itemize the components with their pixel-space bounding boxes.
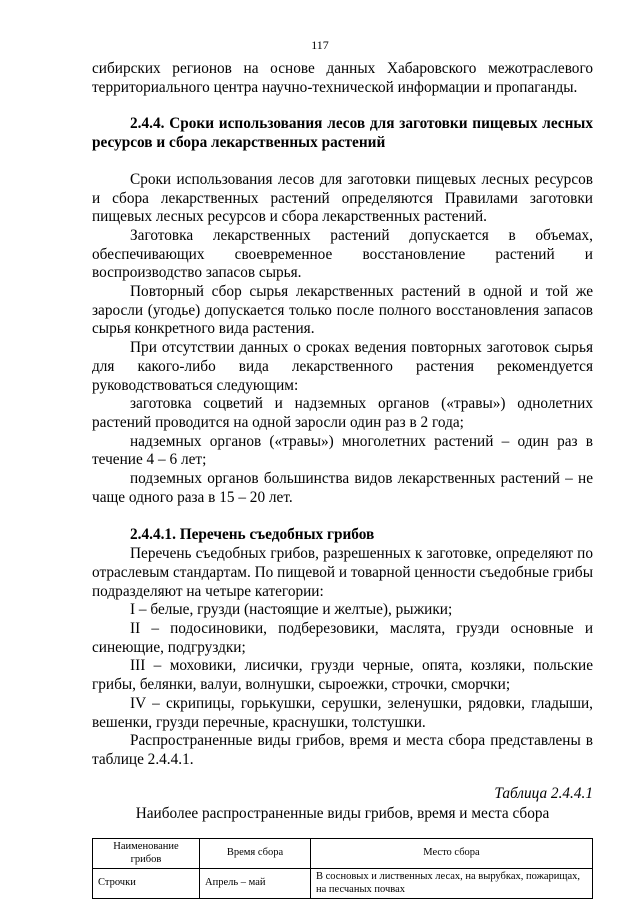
- table-header-cell: Наименование грибов: [93, 839, 200, 869]
- paragraph: подземных органов большинства видов лекарственных растений – не чаще одного раза в 15 – 20 лет.: [92, 470, 593, 506]
- paragraph: Перечень съедобных грибов, разрешенных к заготовке, определяют по отраслевым стандартам. По пищевой и товарной ценности съедобные грибы подразделяют на четыре категории:: [92, 545, 593, 600]
- section-heading-2-4-4: 2.4.4. Сроки использования лесов для заготовки пищевых лесных ресурсов и сбора лекарственных растений: [92, 115, 593, 152]
- paragraph: заготовка соцветий и надземных органов («травы») однолетних растений проводится на одной заросли один раз в 2 года;: [92, 395, 593, 431]
- table-row: [93, 869, 593, 899]
- page-number: 117: [311, 38, 329, 52]
- page-content: [92, 60, 593, 899]
- table-cell: Строчки: [93, 869, 200, 899]
- paragraph: При отсутствии данных о сроках ведения повторных заготовок сырья для какого-либо вида лекарственного растения рекомендуется руководствоваться следующим:: [92, 339, 593, 394]
- table-header-cell: Время сбора: [200, 839, 311, 869]
- section-heading-2-4-4-1: 2.4.4.1. Перечень съедобных грибов: [130, 526, 375, 544]
- paragraph: Заготовка лекарственных растений допускается в объемах, обеспечивающих своевременное восстановление растений и воспроизводство запасов сырья.: [92, 226, 593, 282]
- category-item: I – белые, грузди (настоящие и желтые), рыжики;: [130, 601, 453, 619]
- category-item: III – моховики, лисички, грузди черные, опята, козляки, польские грибы, белянки, валуи, волнушки, сыроежки, строчки, сморчки;: [92, 657, 593, 694]
- table-title: Наиболее распространенные виды грибов, время и места сбора: [135, 805, 550, 823]
- table-cell: Апрель – май: [200, 869, 311, 899]
- table-caption: Таблица 2.4.4.1: [494, 784, 593, 802]
- table-header-row: [93, 839, 593, 869]
- category-item: IV – скрипицы, горькушки, серушки, зеленушки, рядовки, гладыши, вешенки, грузди перечные, краснушки, толстушки.: [92, 694, 593, 731]
- paragraph: надземных органов («травы») многолетних растений – один раз в течение 4 – 6 лет;: [92, 432, 593, 469]
- paragraph: Сроки использования лесов для заготовки пищевых лесных ресурсов и сбора лекарственных растений определяются Правилами заготовки пищевых лесных ресурсов и сбора лекарственных растений.: [92, 170, 593, 226]
- paragraph-intro: сибирских регионов на основе данных Хабаровского межотраслевого территориального центра научно-технической информации и пропаганды.: [92, 60, 593, 96]
- table-header-cell: Место сбора: [311, 839, 593, 869]
- paragraph: Повторный сбор сырья лекарственных растений в одной и той же заросли (угодье) допускается только после полного восстановления запасов сырья конкретного вида растения.: [92, 283, 593, 338]
- paragraph: Распространенные виды грибов, время и места сбора представлены в таблице 2.4.4.1.: [92, 732, 593, 768]
- category-item: II – подосиновики, подберезовики, маслята, грузди основные и синеющие, подгруздки;: [92, 619, 593, 656]
- table-cell: В сосновых и лиственных лесах, на вырубках, пожарищах, на песчаных почвах: [311, 869, 593, 899]
- mushroom-table: [92, 838, 593, 899]
